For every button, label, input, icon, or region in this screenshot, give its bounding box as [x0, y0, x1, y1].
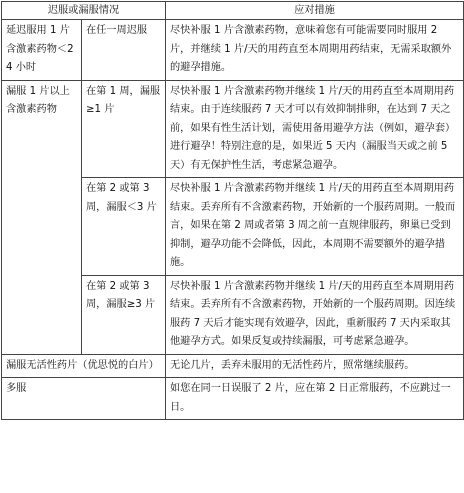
table-header-row [2, 2, 464, 20]
row-action-week1: 尽快补服 1 片含激素药物并继续 1 片/天的用药直至本周期用药结束。由于连续服药 7 天才可以有效抑制排卵，在达到 7 天之前，如果有性生活计划，需使用备用避孕方法（例如，避孕套）进行避孕！特别注意的是，如果近 5 天内（漏服当天或之前 5 天）有无保护性生活，考虑紧急避孕。 [166, 80, 464, 178]
pill-missed-dose-table [1, 1, 464, 420]
row-category-extra: 多服 [2, 378, 166, 420]
row-category-inactive: 漏服无活性药片（优思悦的白片） [2, 354, 166, 378]
row-action-week23-ge3: 尽快补服 1 片含激素药物并继续 1 片/天的用药直至本周期用药结束。丢弃所有不含激素药物，开始新的一个服药周期。因连续服药 7 天后才能实现有效避孕，因此，重新服药 7 天内采取其他避孕方式。如果反复或持续漏服，可考虑紧急避孕。 [166, 275, 464, 354]
header-measures: 应对措施 [166, 2, 464, 20]
row-action-inactive: 无论几片，丢弃未服用的无活性药片，照常继续服药。 [166, 354, 464, 378]
row-category-missed: 漏服 1 片以上含激素药物 [2, 80, 82, 354]
row-sub-week23-lt3: 在第 2 或第 3 周，漏服＜3 片 [82, 178, 166, 276]
row-action-week23-lt3: 尽快补服 1 片含激素药物并继续 1 片/天的用药直至本周期用药结束。丢弃所有不含激素药物，开始新的一个服药周期。一般而言，如果在第 2 周或者第 3 周之前一直规律服药，卵巢已受到抑制，避孕功能不会降低，因此，本周期不需要额外的避孕措施。 [166, 178, 464, 276]
table-row [2, 378, 464, 420]
table-row [2, 80, 464, 178]
row-action-late: 尽快补服 1 片含激素药物，意味着您有可能需要同时服用 2 片，并继续 1 片/天的用药直至本周期用药结束，无需采取额外的避孕措施。 [166, 20, 464, 81]
row-sub-late: 在任一周迟服 [82, 20, 166, 81]
table-row [2, 20, 464, 81]
row-action-extra: 如您在同一日误服了 2 片，应在第 2 日正常服药，不应跳过一日。 [166, 378, 464, 420]
table-row [2, 354, 464, 378]
row-sub-week23-ge3: 在第 2 或第 3 周，漏服≥3 片 [82, 275, 166, 354]
row-sub-week1: 在第 1 周，漏服≥1 片 [82, 80, 166, 178]
row-category-late: 延迟服用 1 片含激素药物＜24 小时 [2, 20, 82, 81]
header-situation: 迟服或漏服情况 [2, 2, 166, 20]
